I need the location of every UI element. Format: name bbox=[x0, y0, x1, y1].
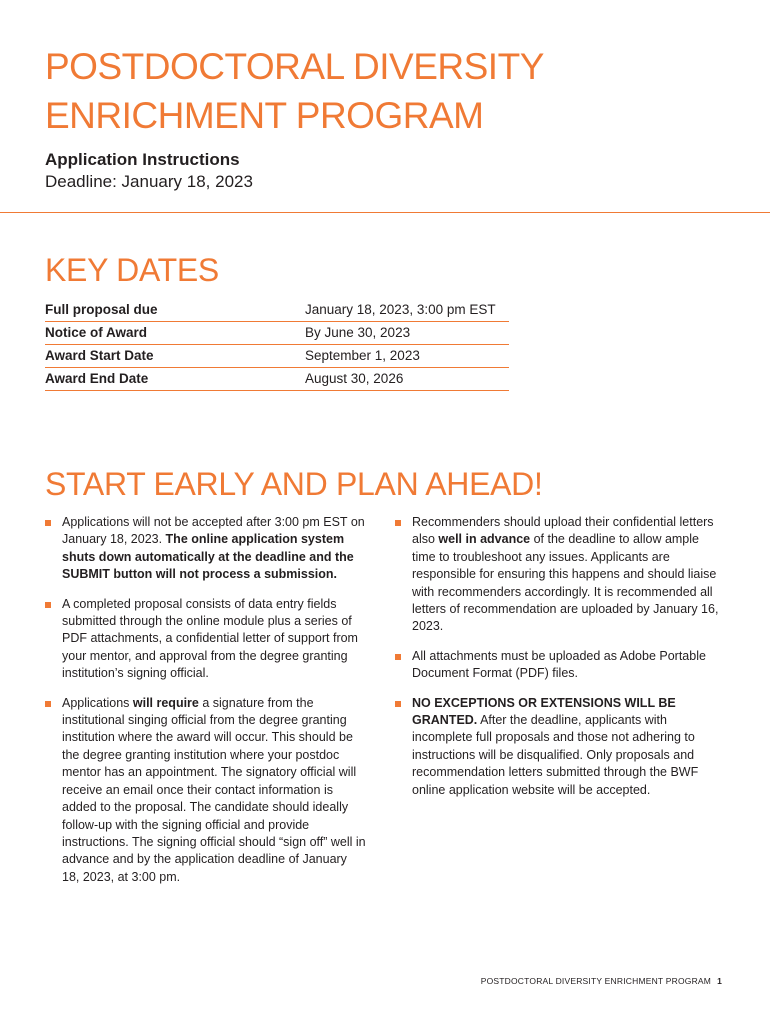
bullet-item: A completed proposal consists of data entry fields submitted through the online module plus a series of PDF attachments, a confidential letter of support from your mentor, and approval from the degree granting institution’s signing official. bbox=[45, 596, 367, 683]
key-dates-heading: KEY DATES bbox=[45, 252, 219, 288]
footer-label: POSTDOCTORAL DIVERSITY ENRICHMENT PROGRAM bbox=[480, 976, 712, 986]
key-dates-table bbox=[45, 299, 509, 391]
bullet-item: Recommenders should upload their confidential letters also well in advance of the deadline to allow ample time to troubleshoot any issues. Applicants are responsible for ensuring this happens and should liaise with recommenders accordingly. It is recommended all letters of recommendation are uploaded by January 16, 2023. bbox=[395, 514, 725, 636]
document-title-line-1: POSTDOCTORAL DIVERSITY bbox=[45, 46, 544, 87]
document-subtitle: Application Instructions bbox=[45, 150, 240, 169]
bullet-square-icon bbox=[45, 520, 51, 526]
document-title-line-2: ENRICHMENT PROGRAM bbox=[45, 95, 484, 136]
bullet-square-icon bbox=[395, 520, 401, 526]
page-number: 1 bbox=[717, 976, 722, 986]
key-date-value: January 18, 2023, 3:00 pm EST bbox=[305, 302, 496, 317]
bullet-square-icon bbox=[395, 654, 401, 660]
instructions-left-column bbox=[45, 514, 367, 898]
key-date-label: Award Start Date bbox=[45, 348, 154, 363]
bullet-item: Applications will not be accepted after 3:00 pm EST on January 18, 2023. The online application system shuts down automatically at the deadline and the SUBMIT button will not process a submission. bbox=[45, 514, 367, 584]
bullet-square-icon bbox=[395, 701, 401, 707]
key-date-value: September 1, 2023 bbox=[305, 348, 420, 363]
key-date-row bbox=[45, 322, 509, 345]
bullet-square-icon bbox=[45, 602, 51, 608]
bullet-item: NO EXCEPTIONS OR EXTENSIONS WILL BE GRANTED. After the deadline, applicants with incomplete full proposals and those not adhering to instructions will be disqualified. Only proposals and recommendation letters submitted through the BWF online application website will be accepted. bbox=[395, 695, 725, 799]
key-date-value: August 30, 2026 bbox=[305, 371, 404, 386]
bullet-square-icon bbox=[45, 701, 51, 707]
deadline-text: Deadline: January 18, 2023 bbox=[45, 172, 253, 191]
bullet-item: All attachments must be uploaded as Adobe Portable Document Format (PDF) files. bbox=[395, 648, 725, 683]
key-date-label: Full proposal due bbox=[45, 302, 158, 317]
instructions-right-column bbox=[395, 514, 725, 811]
key-date-label: Award End Date bbox=[45, 371, 149, 386]
start-early-heading: START EARLY AND PLAN AHEAD! bbox=[45, 466, 543, 502]
key-date-label: Notice of Award bbox=[45, 325, 148, 340]
bullet-item: Applications will require a signature from the institutional singing official from the degree granting institution where the award will occur. This should be the degree granting institution where your postdoc mentor has an appointment. The signatory official will receive an email once their contact information is added to the proposal. The candidate should ideally follow-up with the signing official and provide instructions. The signing official should “sign off” well in advance and by the application deadline of January 18, 2023, at 3:00 pm. bbox=[45, 695, 367, 886]
key-date-row bbox=[45, 368, 509, 391]
key-date-row bbox=[45, 345, 509, 368]
header-divider bbox=[0, 212, 770, 213]
key-date-row bbox=[45, 299, 509, 322]
key-date-value: By June 30, 2023 bbox=[305, 325, 411, 340]
page-footer bbox=[481, 976, 722, 986]
